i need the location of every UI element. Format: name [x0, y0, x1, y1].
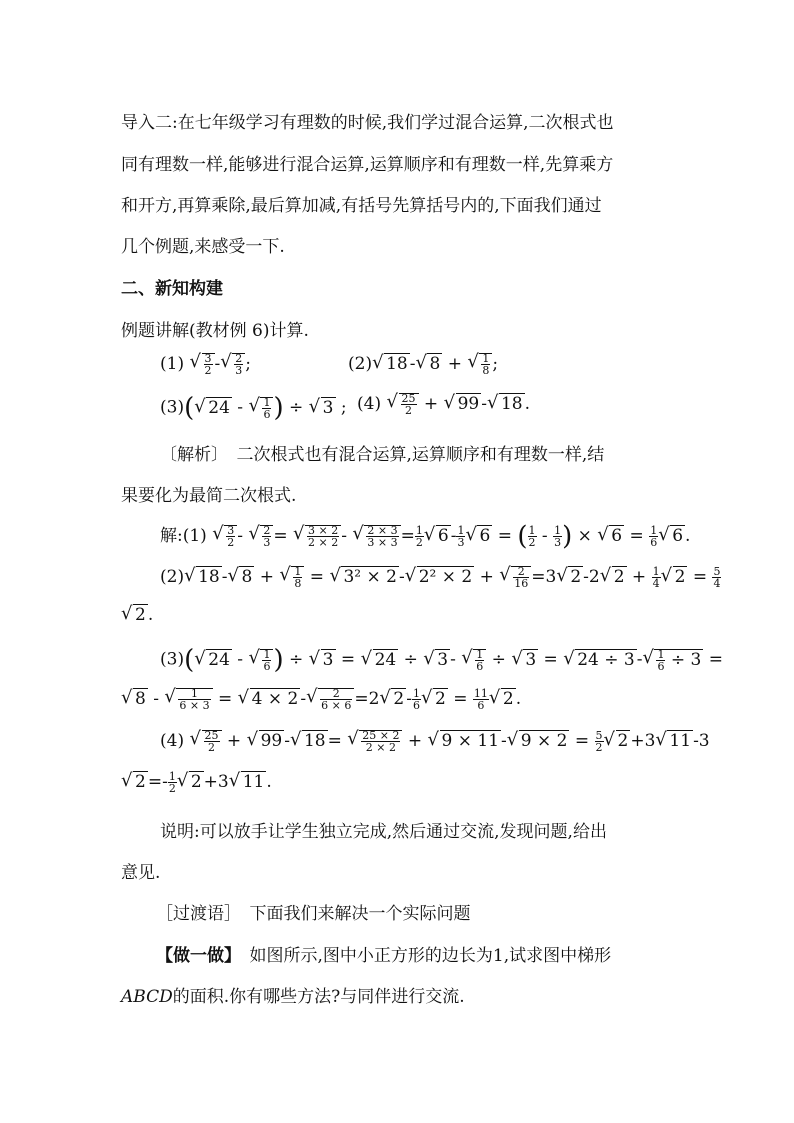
note-line-1: 说明:可以放手让学生独立完成,然后通过交流,发现问题,给出: [160, 822, 607, 842]
try-line-1: [156, 941, 794, 966]
sqrt: √ 8: [415, 354, 442, 374]
example-title: 例题讲解(教材例 6)计算.: [121, 321, 309, 341]
problem-3: (3)(√ 24 - √ $\frac{1}{6}$ ) ÷ √ 3 ;: [160, 393, 794, 423]
problem-1-label: (1): [160, 354, 185, 374]
solution-4: (4) √ $\frac{25}{2}$ + √ 99 -√ 18 = √ $\frac{25 \times 2}{2 \times 2}$ + √ 9 × 11 -√ 9 × 2 = $\frac{5}{2}$ √ 2 +3√ 11 -3: [160, 730, 794, 753]
solution-4-cont: √ 2 =- $\frac{1}{2}$ √ 2 +3√ 11 .: [121, 771, 794, 794]
note-line-2: 意见.: [121, 863, 161, 883]
intro-line-4: 几个例题,来感受一下.: [121, 237, 285, 257]
sqrt: √ 18: [487, 394, 525, 414]
problem-1: (1) √ $\frac{3}{2}$ - √ $\frac{2}{3}$ ;: [160, 353, 794, 376]
solution-1-label: (1): [182, 526, 207, 546]
sqrt: √ $\frac{25}{2}$: [387, 393, 419, 416]
sqrt: √ 3: [309, 398, 336, 418]
sqrt: √ 24: [194, 398, 232, 418]
solution-2-label: (2): [160, 567, 185, 587]
solution-label: 解:: [160, 526, 183, 546]
sqrt: √ $\frac{1}{6}$: [248, 397, 273, 420]
intro-line-1: 导入二:在七年级学习有理数的时候,我们学过混合运算,二次根式也: [121, 113, 614, 133]
solution-3-cont: √ 8 - √ $\frac{1}{6 \times 3}$ = √ 4 × 2 - √ $\frac{2}{6 \times 6}$ =2√ 2 - $\frac{1}{6}$ √ 2 = $\frac{11}{6}$ √ 2 .: [121, 688, 794, 711]
problem-3-label: (3): [160, 397, 185, 418]
try-label: 【做一做】: [156, 946, 233, 966]
try-text-1: 如图所示,图中小正方形的边长为1,试求图中梯形: [232, 946, 612, 966]
analysis-line-2: 果要化为最简二次根式.: [121, 486, 297, 506]
solution-3-label: (3): [160, 649, 185, 670]
problem-4-label: (4): [357, 394, 382, 414]
try-line-2: [121, 982, 794, 1007]
solution-4-label: (4): [160, 731, 185, 751]
solution-1: 解:(1) √ $\frac{3}{2}$ - √ $\frac{2}{3}$ = √ $\frac{3 \times 2}{2 \times 2}$ - √ $\frac{2 \times 3}{3 \times 3}$ = $\frac{1}{2}$ √ 6 - $\frac{1}{3}$ √ 6 = ( $\frac{1}{2}$ - $\frac{1}{3}$ ) × √ 6 = $\frac{1}{6}$ √ 6 .: [160, 521, 794, 552]
transition: ［过渡语］ 下面我们来解决一个实际问题: [156, 904, 471, 924]
problem-4: (4) √ $\frac{25}{2}$ + √ 99 -√ 18 .: [357, 393, 794, 416]
solution-2-cont: √ 2 .: [121, 605, 794, 625]
sqrt: √ $\frac{1}{8}$: [467, 353, 492, 376]
solution-2: (2)√ 18 -√ 8 + √ $\frac{1}{8}$ = √ 3² × 2 -√ 2² × 2 + √ $\frac{2}{16}$ =3√ 2 -2√ 2 + $\frac{1}{4}$ √ 2 = $\frac{5}{4}$: [160, 566, 794, 589]
sqrt: √ 18: [372, 354, 410, 374]
trapezoid-name: ABCD: [121, 987, 173, 1007]
analysis-line-1: 〔解析〕 二次根式也有混合运算,运算顺序和有理数一样,结: [160, 445, 605, 465]
intro-line-3: 和开方,再算乘除,最后算加减,有括号先算括号内的,下面我们通过: [121, 196, 602, 216]
intro-line-2: 同有理数一样,能够进行混合运算,运算顺序和有理数一样,先算乘方: [121, 155, 614, 175]
problem-2-label: (2): [348, 354, 373, 374]
sqrt: √ $\frac{3}{2}$: [190, 353, 215, 376]
sqrt: √ $\frac{2}{3}$: [220, 353, 245, 376]
problem-2: (2)√ 18 -√ 8 + √ $\frac{1}{8}$ ;: [348, 353, 794, 376]
try-text-2: 的面积.你有哪些方法?与同伴进行交流.: [172, 987, 465, 1007]
solution-3: (3)(√ 24 - √ $\frac{1}{6}$ ) ÷ √ 3 = √ 24 ÷ √ 3 - √ $\frac{1}{6}$ ÷ √ 3 = √ 24 ÷ 3 - √ $\frac{1}{6}$ ÷ 3 =: [160, 645, 794, 675]
sqrt: √ 99: [444, 394, 482, 414]
section-title: 二、新知构建: [121, 279, 223, 299]
